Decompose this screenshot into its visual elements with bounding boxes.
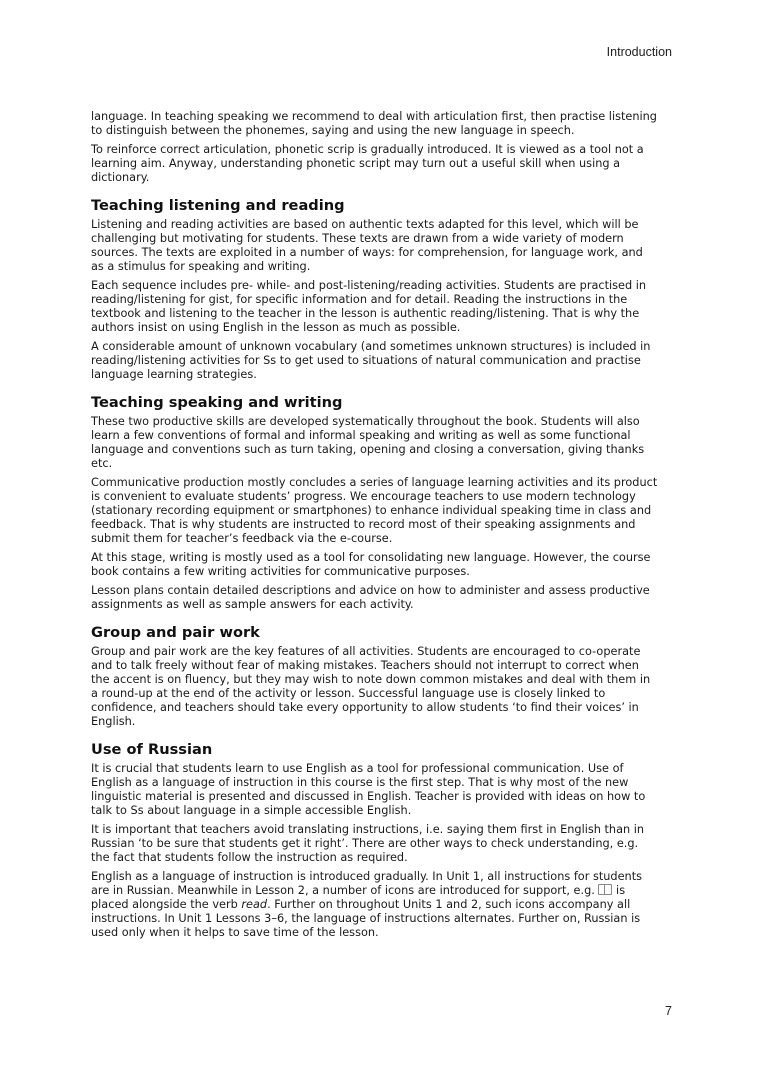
text-line: English as a language of instruction is introduced gradually. In Unit 1, all instructions for students: [91, 870, 643, 883]
text-line: learn a few conventions of formal and informal speaking and writing as well as some functional: [91, 429, 631, 442]
text-line: linguistic material is presented and discussed in English. Teacher is provided with ideas on how to: [91, 790, 646, 803]
text-line: book contains a few writing activities for communicative purposes.: [91, 565, 470, 578]
text-line: confidence, and teachers should take every opportunity to allow students ‘to find their voices’ in: [91, 701, 639, 714]
text-line: feedback. That is why students are instructed to record most of their speaking assignments and: [91, 518, 636, 531]
text-line: dictionary.: [91, 171, 150, 184]
text-line: etc.: [91, 457, 113, 470]
text-line: These two productive skills are developed systematically throughout the book. Students will also: [91, 415, 640, 428]
section-heading: Group and pair work: [91, 624, 260, 641]
text-line: used only when it helps to save time of the lesson.: [91, 926, 379, 939]
text-line: language learning strategies.: [91, 368, 257, 381]
section-heading: Teaching speaking and writing: [91, 394, 343, 411]
paragraph: [91, 551, 691, 579]
text-line: Group and pair work are the key features of all activities. Students are encouraged to co-operate: [91, 645, 641, 658]
page-body: [91, 110, 691, 945]
text-line: A considerable amount of unknown vocabulary (and sometimes unknown structures) is included in: [91, 340, 651, 353]
text-line: It is important that teachers avoid translating instructions, i.e. saying them first in English than in: [91, 823, 645, 836]
text-line: It is crucial that students learn to use English as a tool for professional communication. Use of: [91, 762, 624, 775]
text-line: Communicative production mostly concludes a series of language learning activities and its product: [91, 476, 658, 489]
text: is: [612, 884, 626, 897]
text-line: language. In teaching speaking we recommend to deal with articulation first, then practise listening: [91, 110, 657, 123]
text-line: Listening and reading activities are based on authentic texts adapted for this level, which will be: [91, 218, 639, 231]
text-line: Russian ‘to be sure that students get it right’. There are other ways to check understanding, e.g.: [91, 837, 639, 850]
paragraph: [91, 823, 691, 865]
text-line: is convenient to evaluate students’ progress. We encourage teachers to use modern technology: [91, 490, 636, 503]
text-line: [91, 884, 691, 898]
paragraph: [91, 645, 691, 729]
text-line: [91, 898, 691, 912]
section-heading: Teaching listening and reading: [91, 197, 345, 214]
paragraph: [91, 340, 691, 382]
text-line: sources. The texts are exploited in a number of ways: for comprehension, for language work, and: [91, 246, 643, 259]
text-line: English as a language of instruction in this course is the first step. That is why most of the new: [91, 776, 629, 789]
text-line: Each sequence includes pre- while- and post-listening/reading activities. Students are practised in: [91, 279, 647, 292]
text-line: as a stimulus for speaking and writing.: [91, 260, 311, 273]
text-line: talk to Ss about language in a simple accessible English.: [91, 804, 412, 817]
text-line: To reinforce correct articulation, phonetic scrip is gradually introduced. It is viewed as a tool not a: [91, 143, 644, 156]
text: are in Russian. Meanwhile in Lesson 2, a number of icons are introduced for support, e.g.: [91, 884, 599, 897]
paragraph: [91, 415, 691, 471]
paragraph: [91, 279, 691, 335]
text-line: English.: [91, 715, 136, 728]
text-line: At this stage, writing is mostly used as a tool for consolidating new language. However, the course: [91, 551, 651, 564]
paragraph: [91, 476, 691, 546]
text: . Further on throughout Units 1 and 2, such icons accompany all: [267, 898, 631, 911]
text-line: Lesson plans contain detailed descriptions and advice on how to administer and assess productive: [91, 584, 650, 597]
paragraph: [91, 762, 691, 818]
paragraph: [91, 584, 691, 612]
text-line: language and conventions such as turn taking, opening and closing a conversation, giving thanks: [91, 443, 645, 456]
section-heading: Use of Russian: [91, 741, 213, 758]
text-line: learning aim. Anyway, understanding phonetic script may turn out a useful skill when using a: [91, 157, 621, 170]
text-line: a round-up at the end of the activity or lesson. Successful language use is closely linked to: [91, 687, 606, 700]
text-line: reading/listening for gist, for specific information and for detail. Reading the instructions in the: [91, 293, 628, 306]
page-number: 7: [665, 1004, 672, 1018]
text-line: textbook and listening to the teacher in the lesson is authentic reading/listening. That is why the: [91, 307, 640, 320]
text: placed alongside the verb: [91, 898, 242, 911]
text-line: and to talk freely without fear of making mistakes. Teachers should not interrupt to correct when: [91, 659, 639, 672]
text-line: (stationary recording equipment or smartphones) to enhance individual speaking time in class and: [91, 504, 652, 517]
italic-word: read: [241, 898, 268, 911]
text-line: assignments as well as sample answers for each activity.: [91, 598, 414, 611]
paragraph: [91, 110, 691, 138]
text-line: authors insist on using English in the lesson as much as possible.: [91, 321, 461, 334]
text-line: reading/listening activities for Ss to get used to situations of natural communication and practise: [91, 354, 641, 367]
text-line: to distinguish between the phonemes, saying and using the new language in speech.: [91, 124, 575, 137]
text-line: challenging but motivating for students. These texts are drawn from a wide variety of modern: [91, 232, 624, 245]
book-icon: [598, 884, 612, 895]
paragraph: [91, 870, 691, 940]
paragraph: [91, 143, 691, 185]
text-line: submit them for teacher’s feedback via the e-course.: [91, 532, 393, 545]
text-line: the fact that students follow the instruction as required.: [91, 851, 408, 864]
running-header: Introduction: [606, 45, 672, 59]
paragraph: [91, 218, 691, 274]
text-line: the accent is on fluency, but they may wish to note down common mistakes and deal with them in: [91, 673, 651, 686]
text-line: instructions. In Unit 1 Lessons 3–6, the language of instructions alternates. Further on, Russian is: [91, 912, 641, 925]
